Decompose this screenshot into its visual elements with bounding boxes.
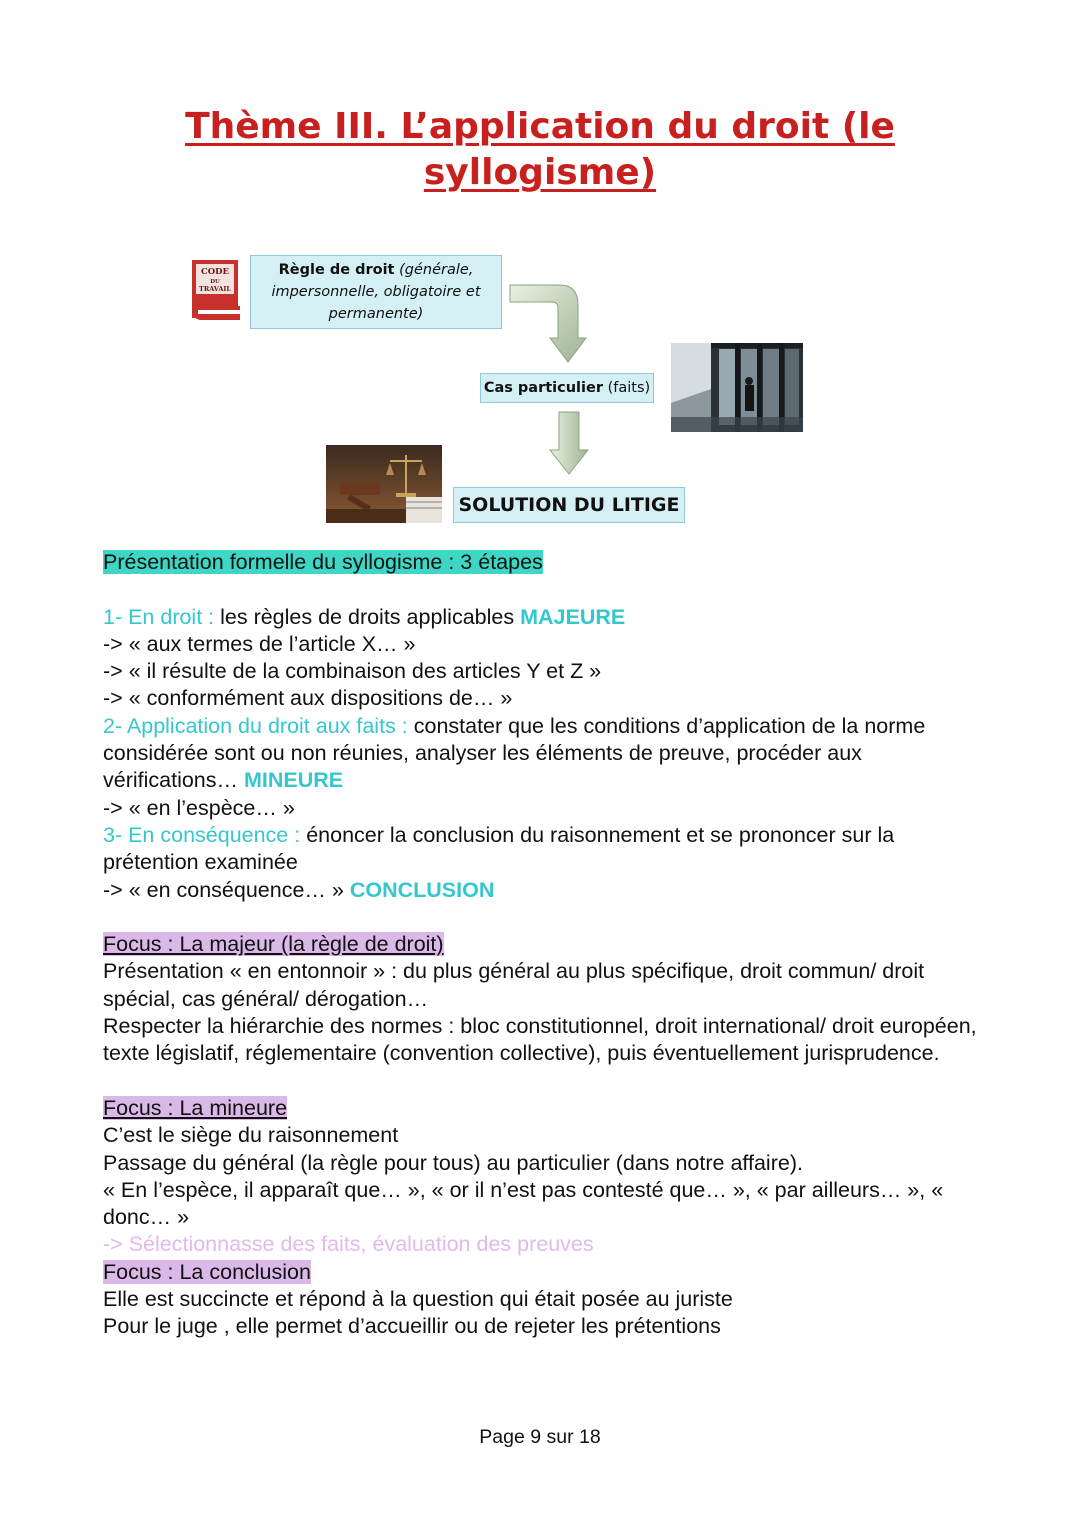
svg-text:DU: DU (210, 279, 220, 285)
focus-conclusion-p2: Pour le juge , elle permet d’accueillir ou de rejeter les prétentions (103, 1314, 721, 1339)
focus-mineure-p3: « En l’espèce, il apparaît que… », « or il n’est pas contesté que… », « par ailleurs… », « donc… » (103, 1177, 944, 1230)
bent-arrow-down-icon (508, 280, 588, 364)
step-2-line: -> « en l’espèce… » (103, 795, 295, 820)
focus-mineure-p2: Passage du général (la règle pour tous) au particulier (dans notre affaire). (103, 1150, 803, 1175)
step-3: 3- En conséquence : énoncer la conclusion du raisonnement et se prononcer sur la prétention examinée (103, 822, 895, 875)
focus-majeure-p2: Respecter la hiérarchie des normes : bloc constitutionnel, droit international/ droit européen, texte législatif, réglementaire (convention collective), puis éventuellement jurisprudence. (103, 1014, 977, 1066)
focus-mineure-p4: -> Sélectionnasse des faits, évaluation des preuves (103, 1232, 594, 1257)
syllogism-heading: Présentation formelle du syllogisme : 3 étapes (103, 550, 543, 574)
focus-majeure-heading: Focus : La majeur (la règle de droit) (103, 932, 444, 957)
step-3-line: -> « en conséquence… » CONCLUSION (103, 877, 495, 902)
page-number: Page 9 sur 18 (479, 1426, 601, 1448)
particular-case-box (480, 373, 654, 403)
justice-gavel-photo (326, 445, 442, 523)
focus-conclusion-p1: Elle est succincte et répond à la question qui était posée au juriste (103, 1287, 733, 1312)
step-1-line-3: -> « conformément aux dispositions de… » (103, 686, 513, 711)
main-content (103, 549, 993, 1341)
focus-mineure-heading: Focus : La mineure (103, 1095, 288, 1120)
office-photo (671, 343, 803, 432)
code-du-travail-book-icon (190, 258, 242, 324)
solution-box: SOLUTION DU LITIGE (453, 487, 685, 523)
rule-of-law-box (250, 255, 502, 329)
step-1-line-1: -> « aux termes de l’article X… » (103, 631, 416, 656)
step-1-line-2: -> « il résulte de la combinaison des articles Y et Z » (103, 659, 602, 684)
case-qualifier: (faits) (602, 380, 651, 396)
svg-text:CODE: CODE (200, 267, 230, 277)
arrow-down-icon (548, 410, 590, 476)
step-1: 1- En droit : les règles de droits applicables MAJEURE (103, 604, 626, 629)
rule-qualifiers: (générale, impersonnelle, obligatoire et permanente) (271, 262, 481, 322)
focus-majeure-p1: Présentation « en entonnoir » : du plus général au plus spécifique, droit commun/ droit spécial, cas général/ dérogation… (103, 959, 925, 1011)
case-label: Cas particulier (483, 380, 603, 396)
rule-label: Règle de droit (278, 262, 395, 278)
focus-mineure-p1: C’est le siège du raisonnement (103, 1123, 399, 1148)
page-title: Thème III. L’application du droit (le syllogisme) (185, 106, 895, 193)
svg-text:TRAVAIL: TRAVAIL (198, 285, 232, 293)
step-2: 2- Application du droit aux faits : constater que les conditions d’application de la norme considérée sont ou non réunies, analyser les éléments de preuve, procéder aux vérifications… MINEURE (103, 713, 926, 793)
focus-conclusion-heading: Focus : La conclusion (103, 1259, 311, 1284)
